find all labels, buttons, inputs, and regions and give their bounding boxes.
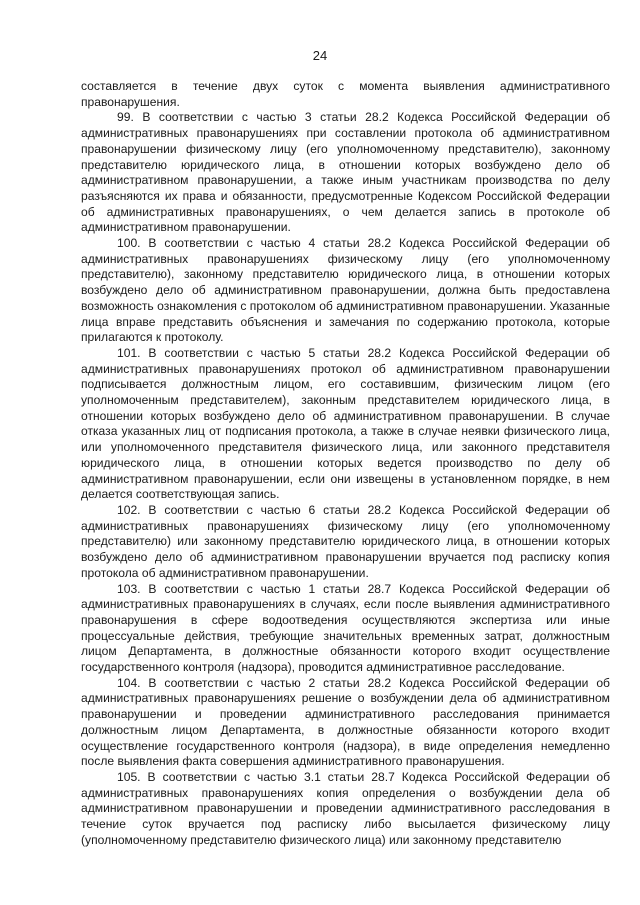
- paragraph-100: 100. В соответствии с частью 4 статьи 28.2 Кодекса Российской Федерации об административных правонарушениях физическому лицу (его уполномоченному представителю), законному представителю юридического лица, в отношении которых возбуждено дело об административном правонарушении, должна быть предоставлена возможность ознакомления с протоколом об административном правонарушении. Указанные лица вправе представить объяснения и замечания по содержанию протокола, которые прилагаются к протоколу.: [81, 236, 610, 345]
- paragraph-104: 104. В соответствии с частью 2 статьи 28.2 Кодекса Российской Федерации об административных правонарушениях решение о возбуждении дела об административном правонарушении и проведении административного расследования принимается должностным лицом Департамента, в должностные обязанности которого входит осуществление государственного контроля (надзора), в виде определения немедленно после выявления факта совершения административного правонарушения.: [81, 675, 610, 769]
- document-body: [81, 79, 610, 848]
- paragraph-102: 102. В соответствии с частью 6 статьи 28.2 Кодекса Российской Федерации об административных правонарушениях физическому лицу (его уполномоченному представителю) или законному представителю юридического лица, в отношении которых возбуждено дело об административном правонарушении вручается под расписку копия протокола об административном правонарушении.: [81, 502, 610, 580]
- paragraph-101: 101. В соответствии с частью 5 статьи 28.2 Кодекса Российской Федерации об административных правонарушениях протокол об административном правонарушении подписывается должностным лицом, его составившим, физическим лицом (его уполномоченным представителем), законным представителем юридического лица, в отношении которых возбуждено дело об административном правонарушении. В случае отказа указанных лиц от подписания протокола, а также в случае неявки физического лица, или уполномоченного представителя физического лица, или законного представителя юридического лица, в отношении которых ведется производство по делу об административном правонарушении, если они извещены в установленном порядке, в нем делается соответствующая запись.: [81, 345, 610, 502]
- page-number: 24: [312, 48, 328, 63]
- paragraph-105: 105. В соответствии с частью 3.1 статьи 28.7 Кодекса Российской Федерации об административных правонарушениях копия определения о возбуждении дела об административном правонарушении и проведении административного расследования в течение суток вручается под расписку либо высылается физическому лицу (уполномоченному представителю физического лица) или законному представителю: [81, 769, 610, 847]
- paragraph-continuation: составляется в течение двух суток с момента выявления административного правонарушения.: [81, 79, 610, 109]
- paragraph-103: 103. В соответствии с частью 1 статьи 28.7 Кодекса Российской Федерации об административных правонарушениях в случаях, если после выявления административного правонарушения в сфере водоотведения осуществляются экспертиза или иные процессуальные действия, требующие значительных временных затрат, должностным лицом Департамента, в должностные обязанности которого входит осуществление государственного контроля (надзора), проводится административное расследование.: [81, 581, 610, 675]
- paragraph-99: 99. В соответствии с частью 3 статьи 28.2 Кодекса Российской Федерации об административных правонарушениях при составлении протокола об административном правонарушении физическому лицу (его уполномоченному представителю), законному представителю юридического лица, в отношении которых возбуждено дело об административном правонарушении, а также иным участникам производства по делу разъясняются их права и обязанности, предусмотренные Кодексом Российской Федерации об административных правонарушениях, о чем делается запись в протоколе об административном правонарушении.: [81, 110, 610, 235]
